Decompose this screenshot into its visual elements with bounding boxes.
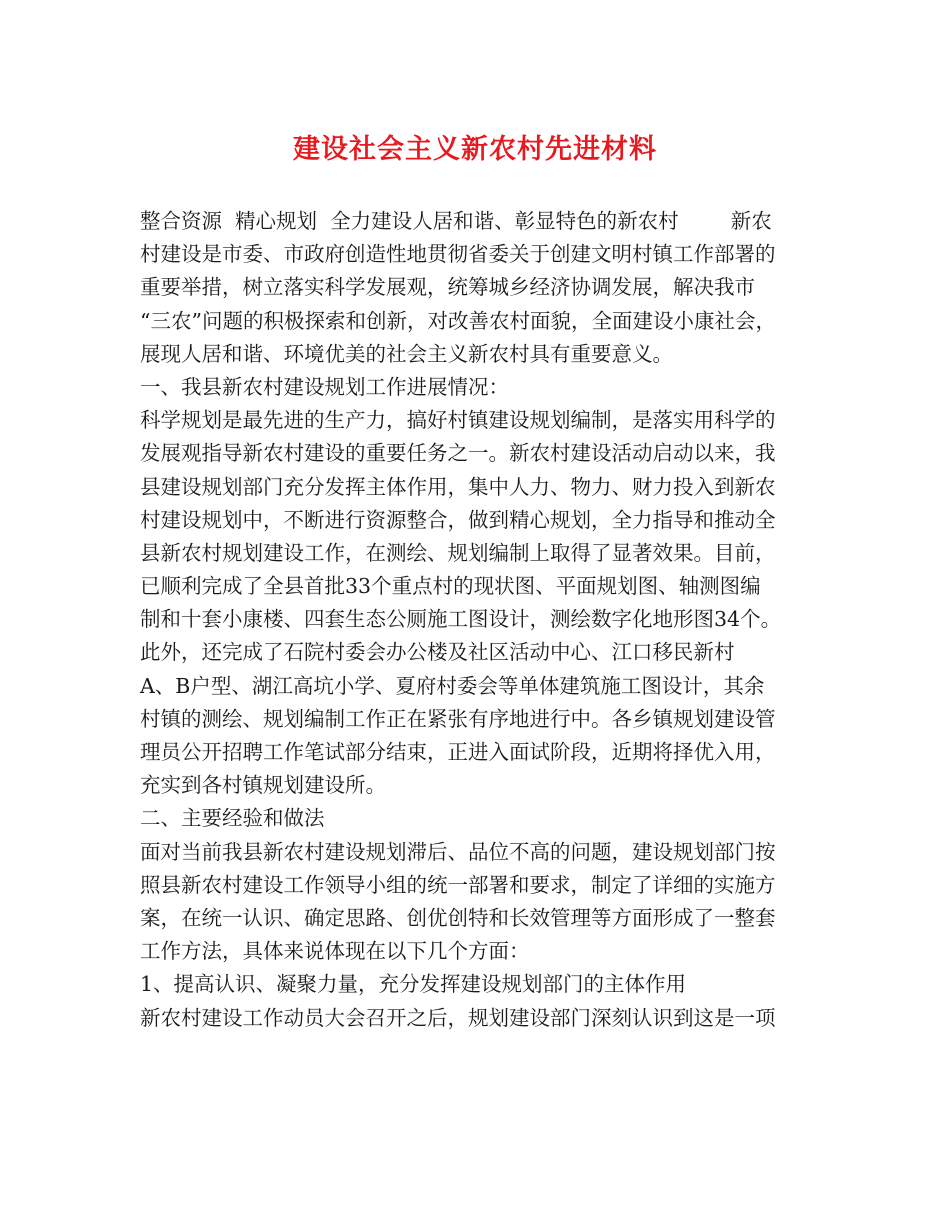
document-body [140, 205, 820, 1035]
body-line: 照县新农村建设工作领导小组的统一部署和要求，制定了详细的实施方 [140, 872, 776, 897]
body-line: “三农”问题的积极探索和创新，对改善农村面貌，全面建设小康社会， [140, 308, 776, 333]
body-line: 充实到各村镇规划建设所。 [140, 773, 386, 798]
subsection-heading: 1、提高认识、凝聚力量，充分发挥建设规划部门的主体作用 [140, 972, 687, 997]
body-line: A、B户型、湖江高坑小学、夏府村委会等单体建筑施工图设计，其余 [140, 673, 765, 698]
body-line: 工作方法，具体来说体现在以下几个方面： [140, 939, 530, 964]
body-line: 制和十套小康楼、四套生态公厕施工图设计，测绘数字化地形图34个。 [140, 607, 782, 632]
body-line: 村镇的测绘、规划编制工作正在紧张有序地进行中。各乡镇规划建设管 [140, 706, 776, 731]
body-line: 面对当前我县新农村建设规划滞后、品位不高的问题，建设规划部门按 [140, 839, 776, 864]
body-line: 整合资源 精心规划 全力建设人居和谐、彰显特色的新农村 新农 [140, 209, 772, 233]
body-line: 案，在统一认识、确定思路、创优创特和长效管理等方面形成了一整套 [140, 905, 776, 930]
body-line: 村建设是市委、市政府创造性地贯彻省委关于创建文明村镇工作部署的 [140, 242, 776, 267]
body-line: 此外，还完成了石院村委会办公楼及社区活动中心、江口移民新村 [140, 640, 735, 665]
document-title: 建设社会主义新农村先进材料 [293, 134, 657, 165]
body-line: 县建设规划部门充分发挥主体作用，集中人力、物力、财力投入到新农 [140, 474, 776, 499]
body-line: 展现人居和谐、环境优美的社会主义新农村具有重要意义。 [140, 341, 673, 366]
body-line: 新农村建设工作动员大会召开之后，规划建设部门深刻认识到这是一项 [140, 1005, 776, 1030]
body-line: 县新农村规划建设工作，在测绘、规划编制上取得了显著效果。目前， [140, 540, 776, 565]
section-heading: 二、主要经验和做法 [140, 806, 325, 831]
body-line: 发展观指导新农村建设的重要任务之一。新农村建设活动启动以来，我 [140, 441, 776, 466]
body-line: 已顺利完成了全县首批33个重点村的现状图、平面规划图、轴测图编 [140, 574, 761, 599]
body-line: 理员公开招聘工作笔试部分结束，正进入面试阶段，近期将择优入用， [140, 740, 776, 764]
section-heading: 一、我县新农村建设规划工作进展情况： [140, 374, 509, 399]
body-line: 重要举措，树立落实科学发展观，统筹城乡经济协调发展，解决我市 [140, 275, 755, 300]
body-line: 科学规划是最先进的生产力，搞好村镇建设规划编制，是落实用科学的 [140, 408, 776, 433]
body-line: 村建设规划中，不断进行资源整合，做到精心规划，全力指导和推动全 [140, 507, 776, 532]
